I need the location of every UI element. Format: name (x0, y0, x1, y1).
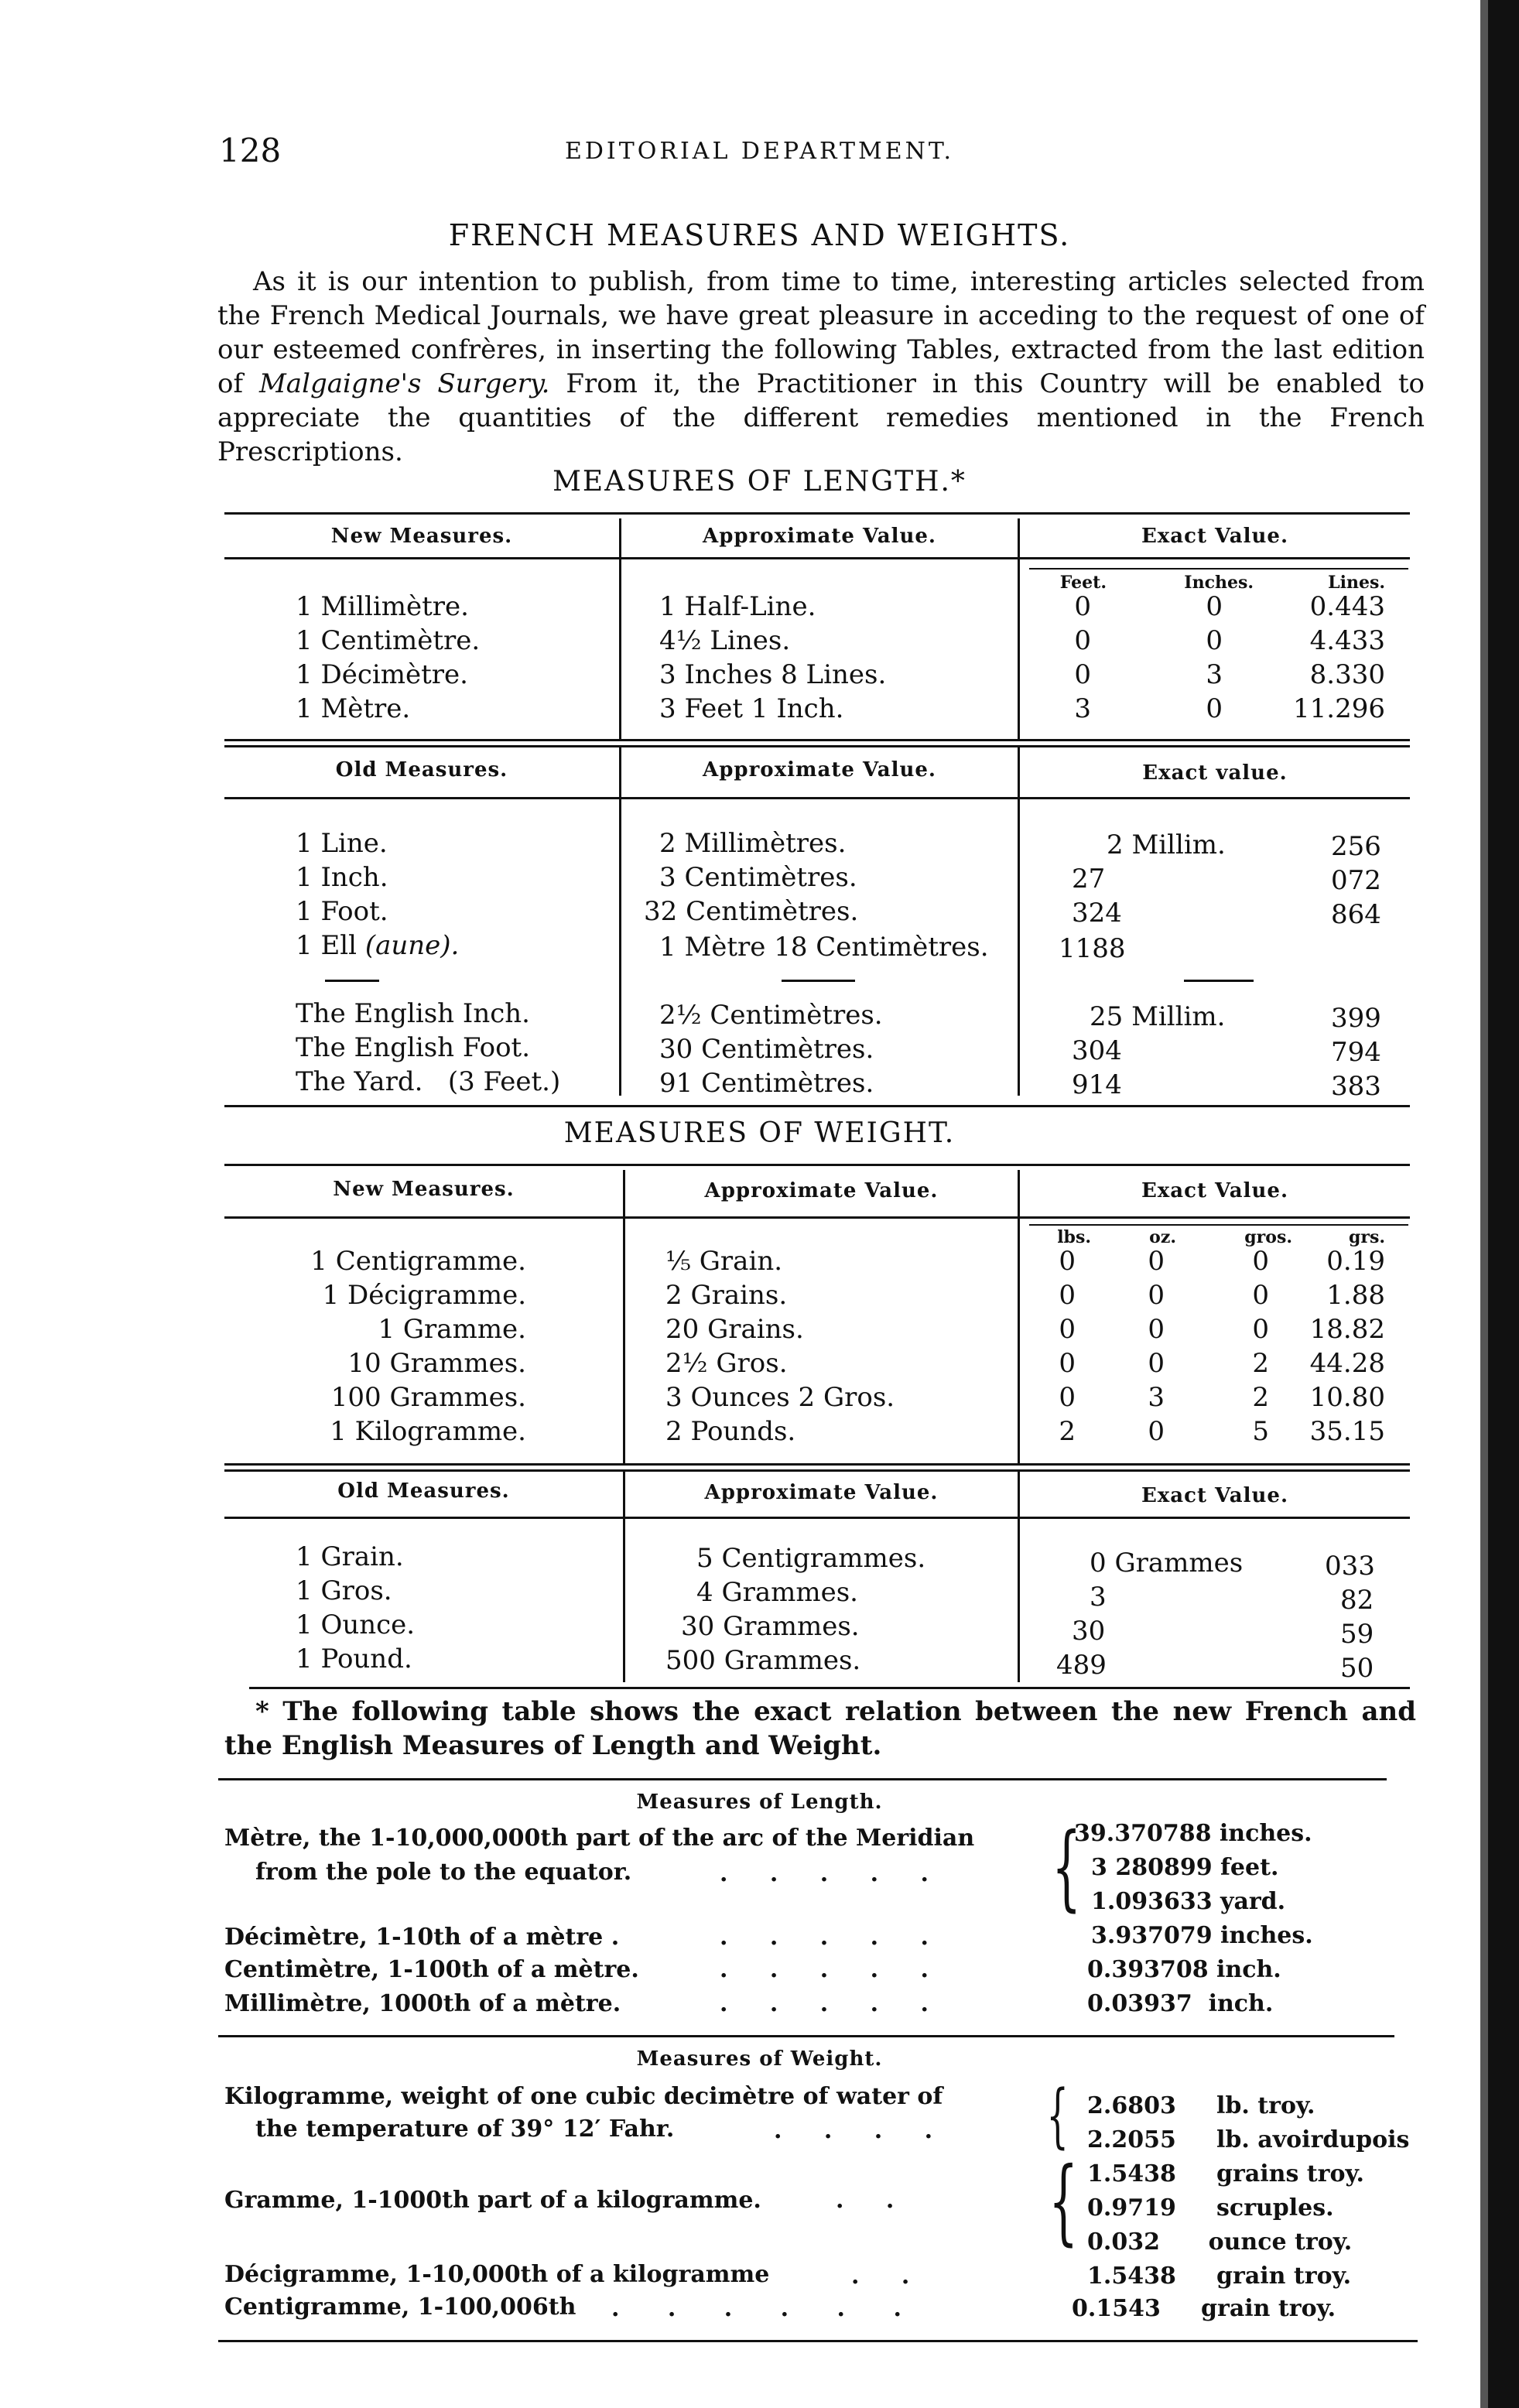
rule (224, 1216, 1410, 1219)
approx-value: 2½ Gros. (665, 1348, 788, 1379)
conversion-label: Kilogramme, weight of one cubic decimètre of water of (224, 2083, 943, 2110)
measure-name: 1 Mètre. (296, 693, 411, 724)
leader-dots: . . . . . (720, 1956, 946, 1983)
col-header-old-measures: Old Measures. (335, 758, 508, 782)
running-title: EDITORIAL DEPARTMENT. (564, 138, 955, 165)
conversion-value: 2.6803 lb. troy. (1087, 2092, 1315, 2119)
unit-grs: grs. (1348, 1227, 1385, 1247)
rule (224, 1463, 1410, 1466)
conversion-value: 0.393708 inch. (1087, 1956, 1281, 1983)
conversion-label: Centigramme, 1-100,006th (224, 2293, 576, 2321)
approx-value: 30 Centimètres. (659, 1034, 874, 1065)
col-header-exact-value: Exact value. (1142, 761, 1288, 785)
measure-name: 100 Grammes. (330, 1382, 526, 1413)
leader-dots: . . . . . (720, 1990, 946, 2017)
weight-table-title: MEASURES OF WEIGHT. (563, 1117, 956, 1149)
exact-fraction: 256 (1331, 831, 1381, 862)
rule (224, 1517, 1410, 1519)
inches-value: 0 (1206, 693, 1223, 724)
approx-value: 91 Centimètres. (659, 1068, 874, 1099)
footnote-text: * The following table shows the exact relation between the new French and the English Measures of Length and Weight. (224, 1696, 1416, 1761)
measure-name: 1 Gramme. (378, 1314, 526, 1345)
rule (218, 2340, 1418, 2342)
article-title: FRENCH MEASURES AND WEIGHTS. (448, 218, 1071, 252)
intro-text-italic: Malgaigne's Surgery. (258, 368, 550, 399)
gros-value: 2 (1252, 1382, 1269, 1413)
approx-value: 2 Grains. (665, 1280, 788, 1311)
measure-name: The English Foot. (296, 1032, 531, 1063)
separator-dash (782, 980, 855, 982)
rule (224, 797, 1410, 799)
footnote-weight-title: Measures of Weight. (636, 2047, 883, 2071)
unit-gros: gros. (1244, 1227, 1292, 1247)
grs-value: 10.80 (1309, 1382, 1385, 1413)
rule (1029, 1224, 1408, 1226)
conversion-label: Décimètre, 1-10th of a mètre . (224, 1924, 620, 1951)
column-divider (623, 1170, 625, 1466)
measure-name: 1 Inch. (296, 862, 388, 893)
column-divider (1018, 518, 1020, 740)
rule (224, 1105, 1410, 1107)
exact-fraction: 383 (1331, 1071, 1381, 1102)
measure-name: 1 Centigramme. (310, 1246, 526, 1277)
approx-value: ⅕ Grain. (665, 1246, 783, 1277)
approx-value: 1 Half-Line. (659, 591, 816, 622)
exact-fraction: 864 (1331, 899, 1381, 930)
exact-whole: 2 Millim. (1107, 829, 1226, 860)
lines-value: 11.296 (1293, 693, 1385, 724)
approx-value: 500 Grammes. (665, 1645, 861, 1676)
conversion-label: Centimètre, 1-100th of a mètre. (224, 1956, 639, 1983)
oz-value: 0 (1148, 1348, 1165, 1379)
approx-value: 1 Mètre 18 Centimètres. (659, 932, 989, 963)
rule (224, 1469, 1410, 1472)
grs-value: 35.15 (1309, 1416, 1385, 1447)
approx-value: 5 Centigrammes. (696, 1543, 926, 1574)
exact-fraction: 794 (1331, 1037, 1381, 1068)
exact-whole: 914 (1072, 1069, 1122, 1100)
gros-value: 0 (1252, 1314, 1269, 1345)
lines-value: 4.433 (1309, 625, 1385, 656)
page-number: 128 (219, 132, 282, 169)
inches-value: 0 (1206, 591, 1223, 622)
exact-fraction: 399 (1331, 1003, 1381, 1034)
column-divider (1018, 1170, 1020, 1466)
gros-value: 0 (1252, 1280, 1269, 1311)
inches-value: 0 (1206, 625, 1223, 656)
rule (224, 557, 1410, 559)
oz-value: 0 (1148, 1280, 1165, 1311)
approx-value: 2½ Centimètres. (659, 1000, 883, 1031)
measure-name: 1 Line. (296, 828, 388, 859)
conversion-value: 0.9719 scruples. (1087, 2194, 1334, 2222)
length-table-title: MEASURES OF LENGTH.* (553, 466, 966, 498)
approx-value: 3 Ounces 2 Gros. (665, 1382, 895, 1413)
brace: { (1046, 2075, 1069, 2157)
conversion-value: 1.5438 grains troy. (1087, 2160, 1364, 2187)
conversion-label: Gramme, 1-1000th part of a kilogramme. (224, 2187, 761, 2214)
lbs-value: 0 (1059, 1382, 1076, 1413)
unit-feet: Feet. (1059, 573, 1107, 593)
exact-whole: 30 (1072, 1616, 1106, 1647)
exact-whole: 304 (1072, 1035, 1122, 1066)
col-header-exact-value: Exact Value. (1141, 1484, 1289, 1507)
column-divider (619, 518, 621, 740)
exact-whole: 0 Grammes (1090, 1548, 1244, 1579)
brace: { (1049, 2148, 1079, 2256)
conversion-label: Décigramme, 1-10,000th of a kilogramme (224, 2261, 770, 2288)
separator-dash (325, 980, 379, 982)
conversion-value: 1.5438 grain troy. (1087, 2263, 1352, 2290)
col-header-approx-value: Approximate Value. (703, 525, 936, 548)
leader-dots: . . . . . (720, 1860, 946, 1887)
unit-lines: Lines. (1328, 573, 1385, 593)
gros-value: 5 (1252, 1416, 1269, 1447)
leader-dots: . . (851, 2263, 927, 2290)
rule (224, 739, 1410, 741)
conversion-value: 1.093633 yard. (1091, 1888, 1286, 1915)
conversion-value: 3.937079 inches. (1091, 1922, 1313, 1949)
exact-whole: 489 (1056, 1650, 1107, 1681)
measure-name: 1 Millimètre. (296, 591, 469, 622)
col-header-old-measures: Old Measures. (337, 1479, 510, 1503)
conversion-label-cont: from the pole to the equator. (255, 1859, 632, 1886)
exact-whole: 27 (1072, 864, 1106, 894)
conversion-value: 2.2055 lb. avoirdupois (1087, 2126, 1410, 2153)
leader-dots: . . (836, 2187, 912, 2214)
lbs-value: 0 (1059, 1280, 1076, 1311)
measure-name: 1 Ounce. (296, 1609, 416, 1640)
feet-value: 0 (1074, 591, 1091, 622)
conversion-value: 39.370788 inches. (1074, 1820, 1312, 1847)
rule (224, 1164, 1410, 1166)
leader-dots: . . . . . (720, 1924, 946, 1951)
lbs-value: 0 (1059, 1246, 1076, 1277)
oz-value: 3 (1148, 1382, 1165, 1413)
measure-name: 1 Pound. (296, 1644, 412, 1674)
col-header-exact-value: Exact Value. (1141, 1179, 1289, 1202)
exact-fraction: 82 (1340, 1585, 1374, 1616)
footnote-length-title: Measures of Length. (636, 1791, 883, 1814)
approx-value: 30 Grammes. (681, 1611, 860, 1642)
grs-value: 44.28 (1309, 1348, 1385, 1379)
exact-whole: 324 (1072, 898, 1122, 929)
rule (218, 2035, 1394, 2037)
grs-value: 1.88 (1326, 1280, 1385, 1311)
exact-fraction: 033 (1325, 1551, 1375, 1582)
conversion-label-cont: the temperature of 39° 12′ Fahr. (255, 2116, 675, 2143)
oz-value: 0 (1148, 1246, 1165, 1277)
lbs-value: 2 (1059, 1416, 1076, 1447)
measure-name: The English Inch. (296, 998, 530, 1029)
approx-value: 2 Millimètres. (659, 828, 847, 859)
col-header-approx-value: Approximate Value. (704, 1179, 939, 1202)
measure-name: 1 Grain. (296, 1541, 404, 1572)
unit-oz: oz. (1149, 1227, 1176, 1247)
measure-name: 1 Centimètre. (296, 625, 481, 656)
lbs-value: 0 (1059, 1348, 1076, 1379)
feet-value: 0 (1074, 625, 1091, 656)
measure-name: 1 Gros. (296, 1575, 392, 1606)
oz-value: 0 (1148, 1314, 1165, 1345)
approx-value: 3 Centimètres. (659, 862, 857, 893)
col-header-new-measures: New Measures. (330, 525, 513, 548)
feet-value: 0 (1074, 659, 1091, 690)
exact-fraction: 072 (1331, 865, 1381, 896)
rule (224, 512, 1410, 515)
col-header-approx-value: Approximate Value. (704, 1481, 939, 1504)
rule (249, 1687, 1410, 1689)
exact-whole: 3 (1090, 1582, 1107, 1613)
brace: { (1052, 1814, 1082, 1921)
lines-value: 8.330 (1309, 659, 1385, 690)
conversion-label: Mètre, the 1-10,000,000th part of the arc of the Meridian (224, 1825, 975, 1852)
inches-value: 3 (1206, 659, 1223, 690)
approx-value: 3 Feet 1 Inch. (659, 693, 844, 724)
separator-dash (1184, 980, 1254, 982)
intro-text-post: From it, the Practitioner in this Country will be enabled to appreciate the quantities of the different remedies mentioned in the French Prescriptions. (217, 368, 1425, 467)
feet-value: 3 (1074, 693, 1091, 724)
gros-value: 0 (1252, 1246, 1269, 1277)
rule (224, 745, 1410, 747)
approx-value: 2 Pounds. (665, 1416, 796, 1447)
intro-paragraph (217, 265, 1425, 469)
rule (218, 1778, 1387, 1780)
exact-fraction: 59 (1340, 1619, 1374, 1650)
conversion-value: 0.032 ounce troy. (1087, 2228, 1353, 2256)
conversion-value: 0.03937 inch. (1087, 1990, 1274, 2017)
exact-whole: 1188 (1059, 933, 1126, 964)
approx-value: 4½ Lines. (659, 625, 791, 656)
measure-name: The Yard. (3 Feet.) (296, 1066, 561, 1097)
rule (1029, 568, 1408, 570)
oz-value: 0 (1148, 1416, 1165, 1447)
exact-fraction: 50 (1340, 1653, 1374, 1684)
col-header-new-measures: New Measures. (333, 1178, 515, 1201)
unit-inches: Inches. (1184, 573, 1254, 593)
approx-value: 32 Centimètres. (644, 896, 859, 927)
col-header-approx-value: Approximate Value. (703, 758, 936, 782)
measure-name: 1 Décigramme. (322, 1280, 526, 1311)
conversion-value: 0.1543 grain troy. (1072, 2295, 1336, 2322)
grs-value: 0.19 (1326, 1246, 1385, 1277)
measure-name: 1 Ell (aune). (296, 930, 460, 961)
measure-name: 1 Foot. (296, 896, 388, 927)
leader-dots: . . . . . . (611, 2295, 922, 2322)
lines-value: 0.443 (1309, 591, 1385, 622)
grs-value: 18.82 (1309, 1314, 1385, 1345)
conversion-value: 3 280899 feet. (1091, 1854, 1279, 1881)
approx-value: 20 Grains. (665, 1314, 804, 1345)
lbs-value: 0 (1059, 1314, 1076, 1345)
column-divider (1018, 747, 1020, 1096)
leader-dots: . . . . (774, 2117, 950, 2144)
approx-value: 4 Grammes. (696, 1577, 858, 1608)
unit-lbs: lbs. (1057, 1227, 1091, 1247)
col-header-exact-value: Exact Value. (1141, 525, 1289, 548)
approx-value: 3 Inches 8 Lines. (659, 659, 887, 690)
conversion-label: Millimètre, 1000th of a mètre. (224, 1990, 621, 2017)
measure-name: 10 Grammes. (347, 1348, 526, 1379)
measure-name: 1 Décimètre. (296, 659, 468, 690)
measure-name: 1 Kilogramme. (330, 1416, 526, 1447)
exact-whole: 25 Millim. (1090, 1001, 1226, 1032)
gros-value: 2 (1252, 1348, 1269, 1379)
column-divider (619, 747, 621, 1096)
intro-text-pre: As it is our intention to publish, from time to time, interesting articles selected from the French Medical Journals, we have great pleasure in acceding to the request of one of our esteemed confrères, in inserting the following Tables, extracted from the last edition of (217, 266, 1425, 399)
